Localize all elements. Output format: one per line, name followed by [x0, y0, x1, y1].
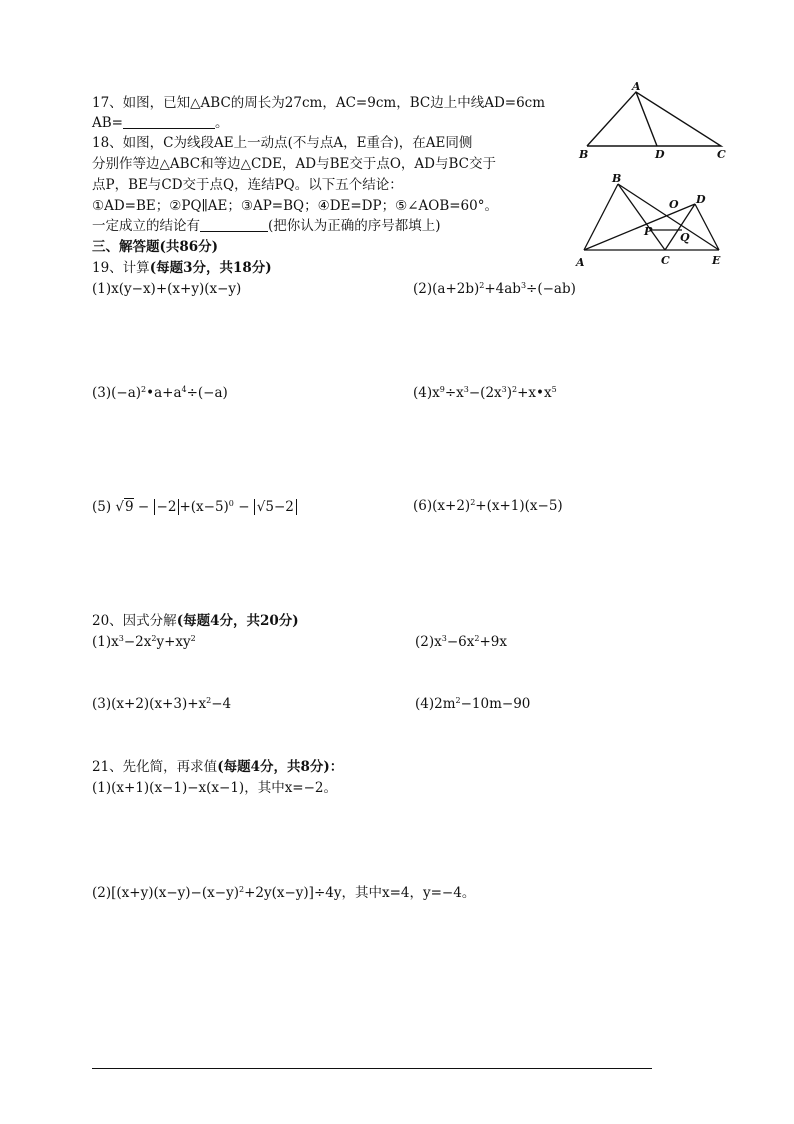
q19-score: (每题3分，共18分) — [149, 260, 272, 276]
line-bc — [618, 184, 665, 250]
q19-p2-c: ÷(−ab) — [526, 281, 576, 297]
fig2-label-o: O — [669, 198, 679, 211]
line-ab — [584, 184, 618, 250]
q19-problem-4 — [413, 384, 557, 402]
fig1-label-a: A — [632, 80, 641, 93]
q19-problem-1: (1)x(y−x)+(x+y)(x−y) — [92, 281, 242, 297]
q19-p4-exp4: 2 — [512, 385, 518, 394]
q19-p4-exp2: 3 — [463, 385, 469, 394]
fig2-label-b: B — [612, 172, 622, 185]
q17-line2-prefix: AB= — [92, 115, 123, 131]
q21-title — [92, 758, 343, 776]
sqrt-icon: √ — [115, 499, 125, 515]
q19-problem-2 — [413, 280, 576, 298]
fig2-label-c: C — [661, 254, 670, 267]
q19-p3-exp2: 4 — [181, 385, 187, 394]
section3-title: 三、解答题(共86分) — [92, 239, 219, 255]
q20-problem-1 — [92, 633, 196, 651]
q20-p2-b: −6x — [446, 634, 475, 650]
q19-p6-b: +(x+1)(x−5) — [475, 498, 563, 514]
line-de — [695, 204, 719, 250]
q17-line1: 17、如图，已知△ABC的周长为27cm，AC=9cm，BC边上中线AD=6cm — [92, 95, 546, 111]
q19-p5-abs2: √5−2 — [254, 499, 297, 515]
q21-score: (每题4分，共8分)： — [217, 759, 344, 775]
q19-p5-power-base: +(x−5) — [179, 499, 229, 515]
q19-p4-c: −(2x — [468, 385, 502, 401]
q19-p2-exp2: 3 — [520, 281, 527, 290]
q17-line2 — [92, 114, 228, 132]
q19-p4-label: (4) — [413, 385, 433, 401]
q20-title — [92, 612, 299, 630]
q20-problem-2 — [415, 633, 507, 651]
q19-p3-c: ÷(−a) — [186, 385, 228, 401]
q18-line4: ①AD=BE；②PQ∥AE；③AP=BQ；④DE=DP；⑤∠AOB=60°。 — [92, 198, 498, 214]
q19-p2-a: (a+2b) — [432, 281, 480, 297]
fig1-label-c: C — [717, 148, 726, 160]
q20-p1-exp1: 3 — [118, 634, 124, 643]
q20-p2-exp2: 2 — [474, 634, 480, 643]
q19-p6-label: (6) — [413, 498, 433, 514]
q19-p3-a: (−a) — [111, 385, 142, 401]
equilateral-triangles-figure — [572, 172, 732, 270]
q20-p3-a: (x+2)(x+3)+x — [111, 696, 207, 712]
q19-p4-exp1: 9 — [439, 385, 445, 394]
q19-problem-3 — [92, 384, 228, 402]
q20-p1-exp3: 2 — [190, 634, 196, 643]
q18-line5 — [92, 217, 441, 235]
q21-p2-exp: 2 — [238, 885, 245, 894]
q21-problem-2 — [92, 884, 475, 902]
q19-p5-minus2: − — [238, 499, 250, 515]
q21-p2-a: (2)[(x+y)(x−y)−(x−y) — [92, 885, 239, 901]
q20-title-text: 20、因式分解 — [92, 613, 177, 629]
q18-line3: 点P，BE与CD交于点Q，连结PQ。以下五个结论： — [92, 177, 403, 193]
q18-line1: 18、如图，C为线段AE上一动点(不与点A，E重合)，在AE同侧 — [92, 135, 473, 151]
q17-answer-blank[interactable] — [123, 115, 215, 129]
q20-p2-a: x — [434, 634, 442, 650]
footer-divider — [92, 1068, 652, 1069]
q19-p4-e: +x•x — [517, 385, 552, 401]
q20-problem-3 — [92, 695, 231, 713]
fig2-label-d: D — [696, 193, 706, 206]
q19-p4-exp5: 5 — [551, 385, 557, 394]
q21-p2-b: +2y(x−y)]÷4y，其中x=4，y=−4。 — [244, 885, 476, 901]
q20-p3-label: (3) — [92, 696, 112, 712]
q19-p6-a: (x+2) — [432, 498, 471, 514]
q20-p1-a: x — [111, 634, 119, 650]
q20-score: (每题4分，共20分) — [176, 613, 299, 629]
q19-p2-label: (2) — [413, 281, 433, 297]
fig1-label-d: D — [655, 148, 665, 160]
q19-p4-exp3: 3 — [501, 385, 507, 394]
q19-p3-label: (3) — [92, 385, 112, 401]
q19-title — [92, 259, 272, 277]
q20-p1-label: (1) — [92, 634, 112, 650]
q20-p1-exp2: 2 — [151, 634, 157, 643]
fig2-label-q: Q — [680, 231, 690, 244]
q20-p3-exp: 2 — [206, 696, 212, 705]
triangle-abc-figure — [575, 80, 735, 160]
fig1-label-b: B — [579, 148, 589, 160]
q20-p2-label: (2) — [415, 634, 435, 650]
q20-problem-4 — [415, 695, 530, 713]
q19-p6-exp: 2 — [470, 498, 476, 507]
q20-p2-exp1: 3 — [441, 634, 447, 643]
fig2-label-e: E — [712, 254, 721, 267]
q20-p1-c: y+xy — [156, 634, 191, 650]
median-ad-line — [636, 92, 657, 146]
q19-problem-5 — [92, 496, 297, 518]
q20-p4-label: (4) — [415, 696, 435, 712]
q21-problem-1: (1)(x+1)(x−1)−x(x−1)，其中x=−2。 — [92, 780, 338, 796]
q20-p4-a: 2m — [434, 696, 456, 712]
q18-line5-suffix: (把你认为正确的序号都填上) — [268, 218, 441, 234]
q20-p2-c: +9x — [479, 634, 507, 650]
q18-line5-prefix: 一定成立的结论有 — [92, 218, 200, 234]
q21-title-text: 21、先化简，再求值 — [92, 759, 218, 775]
q19-p4-d: ) — [506, 385, 513, 401]
q19-problem-6 — [413, 497, 563, 515]
q19-p3-b: •a+a — [146, 385, 182, 401]
q18-line2: 分别作等边△ABC和等边△CDE，AD与BE交于点O，AD与BC交于 — [92, 156, 497, 172]
q20-p3-b: −4 — [211, 696, 232, 712]
q20-p1-b: −2x — [123, 634, 152, 650]
q19-p2-exp1: 2 — [479, 281, 485, 290]
q19-p4-b: ÷x — [444, 385, 464, 401]
fig2-label-a: A — [576, 256, 585, 269]
fig2-label-p: P — [644, 225, 653, 238]
q19-p5-abs1: −2 — [154, 499, 180, 515]
q19-p5-minus1: − — [137, 499, 150, 515]
q19-p4-a: x — [432, 385, 440, 401]
q19-p5-exp0: 0 — [228, 499, 234, 508]
q19-title-text: 19、计算 — [92, 260, 150, 276]
q19-p2-b: +4ab — [484, 281, 521, 297]
q17-line2-suffix: 。 — [214, 115, 229, 131]
q19-p5-sqrt-value: 9 — [125, 499, 134, 515]
q19-p5-label: (5) — [92, 499, 112, 515]
q19-p3-exp1: 2 — [141, 385, 147, 394]
q18-answer-blank[interactable] — [200, 218, 268, 232]
q20-p4-b: −10m−90 — [460, 696, 531, 712]
q20-p4-exp: 2 — [455, 696, 461, 705]
